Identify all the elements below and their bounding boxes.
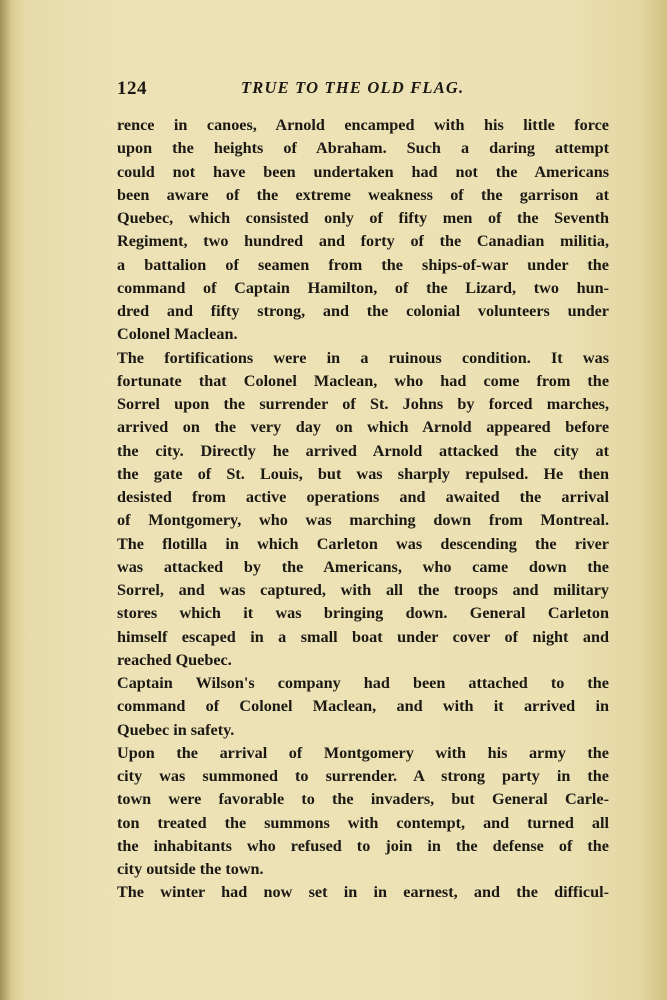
text-line: command of Captain Hamilton, of the Lizard, two hun- [117,278,609,297]
text-line: Quebec, which consisted only of fifty men of the Seventh [117,209,609,227]
text-line: The winter had now set in in earnest, and the difficul- [117,883,609,902]
text-line: reached Quebec. [117,650,232,669]
text-line: Quebec in safety. [117,720,235,739]
page-number: 124 [117,78,147,99]
text-line: The fortifications were in a ruinous condition. It was [117,348,609,367]
text-line: arrived on the very day on which Arnold appeared before [117,418,609,437]
page-header [117,78,609,102]
text-line: Captain Wilson's company had been attached to the [117,674,609,692]
text-line: Sorrel upon the surrender of St. Johns by forced marches, [117,395,609,413]
text-line: The flotilla in which Carleton was descending the river [117,534,609,553]
text-line: Colonel Maclean. [117,325,238,344]
text-line: town were favorable to the invaders, but General Carle- [117,790,609,809]
binding-shadow [0,0,12,1000]
text-line: fortunate that Colonel Maclean, who had come from the [117,371,609,390]
text-line: desisted from active operations and awaited the arrival [117,488,609,506]
text-line: could not have been undertaken had not the Americans [117,162,609,181]
text-line: ton treated the summons with contempt, and turned all [117,813,609,832]
text-line: Regiment, two hundred and forty of the Canadian militia, [117,232,609,251]
text-line: the inhabitants who refused to join in the defense of the [117,836,609,855]
text-line: himself escaped in a small boat under cover of night and [117,627,609,646]
running-title: TRUE TO THE OLD FLAG. [241,78,465,97]
text-line: city was summoned to surrender. A strong party in the [117,767,609,785]
text-line: rence in canoes, Arnold encamped with his little force [117,116,609,134]
text-line: been aware of the extreme weakness of the garrison at [117,185,609,204]
text-line: upon the heights of Abraham. Such a daring attempt [117,139,609,158]
text-line: city outside the town. [117,860,264,878]
text-line: the gate of St. Louis, but was sharply repulsed. He then [117,464,609,483]
text-line: Sorrel, and was captured, with all the troops and military [117,581,609,599]
text-line: Upon the arrival of Montgomery with his army the [117,743,609,762]
body-text [117,114,609,905]
text-line: command of Colonel Maclean, and with it arrived in [117,697,609,716]
text-line: stores which it was bringing down. General Carleton [117,604,609,623]
text-line: a battalion of seamen from the ships-of-war under the [117,255,609,274]
text-line: the city. Directly he arrived Arnold attacked the city at [117,441,609,460]
text-line: was attacked by the Americans, who came down the [117,557,609,576]
text-line: dred and fifty strong, and the colonial volunteers under [117,302,609,320]
text-line: of Montgomery, who was marching down from Montreal. [117,511,609,530]
